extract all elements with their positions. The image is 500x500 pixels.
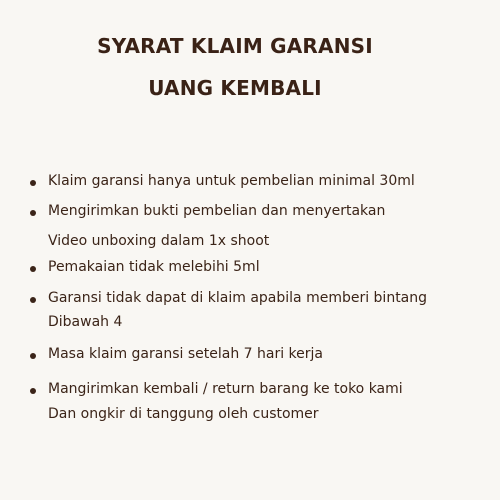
bullet-icon (30, 297, 36, 303)
list-item-text: Pemakaian tidak melebihi 5ml (48, 259, 260, 275)
bullet-icon (30, 266, 36, 272)
list-item-text: Mangirimkan kembali / return barang ke toko kami (48, 381, 403, 397)
title-line-2: UANG KEMBALI (148, 76, 322, 100)
bullet-icon (30, 353, 36, 359)
bullet-icon (30, 210, 36, 216)
list-item-text: Video unboxing dalam 1x shoot (48, 233, 270, 249)
bullet-icon (30, 180, 36, 186)
list-item-text: Dan ongkir di tanggung oleh customer (48, 406, 319, 422)
bullet-icon (30, 388, 36, 394)
list-item-text: Masa klaim garansi setelah 7 hari kerja (48, 346, 323, 362)
list-item-text: Mengirimkan bukti pembelian dan menyertakan (48, 203, 386, 219)
title-line-1: SYARAT KLAIM GARANSI (97, 34, 373, 58)
list-item-text: Klaim garansi hanya untuk pembelian minimal 30ml (48, 173, 415, 189)
list-item-text: Dibawah 4 (48, 314, 123, 330)
list-item-text: Garansi tidak dapat di klaim apabila memberi bintang (48, 290, 428, 306)
